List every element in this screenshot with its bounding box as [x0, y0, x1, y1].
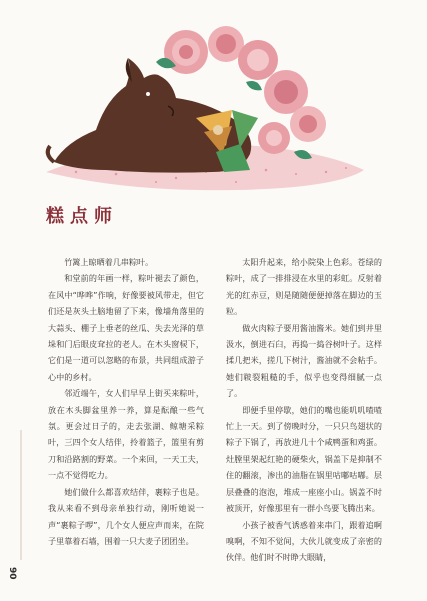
left-text-column: [48, 254, 204, 549]
article-title: 糕点师: [46, 206, 118, 227]
paragraph: 太阳升起来，给小院染上色彩。苍绿的粽叶，成了一排排浸在水里的彩虹。反射着光的红赤豆，则是随随便便掉落在脚边的玉粒。: [226, 257, 382, 317]
dog-illustration: [36, 22, 368, 194]
paragraph: 邻近端午，女人们早早上街买来粽叶，放在木头脚盆里养一养，算是酝酿一些气氛。更会过日子的，走去张湖、鲸塘采粽叶，三四个女人结伴，拎着篮子，篮里有剪刀和沿路割的野菜。一个来回，一天工夫，一点不觉得吃力。: [48, 388, 204, 481]
paragraph: 和堂前的年画一样，粽叶褪去了颜色，在风中“哗哗”作响，好像要被风带走，但它们还是灰头土脑地留了下来，像墙角落里的大蒜头、棚子上垂老的丝瓜、失去光泽的草垛和门后眼皮耷拉的老人。在木头窗棂下，它们是一道可以忽略的布景，共同组成游子心中的乡村。: [48, 273, 204, 382]
paragraph: 小孩子被香气诱惑着来串门，跟着追啊嗅啊，不知不觉间，大伙儿就变成了亲密的伙伴。他们时不时睁大眼睛，: [226, 519, 382, 563]
paragraph: 她们做什么都喜欢结伴，裹粽子也是。我从来看不到母亲单独行动，刚听她说一声“裹粽子啰”，几个女人便应声而来，在院子里靠着石墙，围着一只大麦子团团坐。: [48, 486, 204, 546]
paragraph: 竹篱上晾晒着几串粽叶。: [64, 257, 154, 267]
page-number: 90: [7, 567, 17, 580]
right-text-column: [226, 254, 382, 566]
paragraph: 即便手里停歇，她们的嘴也能叽叽喳喳忙上一天。到了傍晚时分，一只只鸟翅状的粽子下锅了，再放进几十个咸鸭蛋和鸡蛋。灶膛里架起红艳的硬柴火，锅盖下是抑制不住的翻滚，渗出的油脂在锅里咕嘟咕嘟。层层叠叠的泡泡，堆成一座座小山。锅盖不时被顶开，好像那里有一群小鸟要飞腾出来。: [226, 404, 382, 514]
paragraph: 做火肉粽子要用酱油酱米。她们到井里汲水，倒进石臼，再捣一捣谷树叶子。这样揉几把米，搓几下树汁，酱油就不会粘手。她们皲裂粗糙的手，似乎也变得细腻一点了。: [226, 322, 382, 399]
margin-decoration: [20, 430, 22, 560]
